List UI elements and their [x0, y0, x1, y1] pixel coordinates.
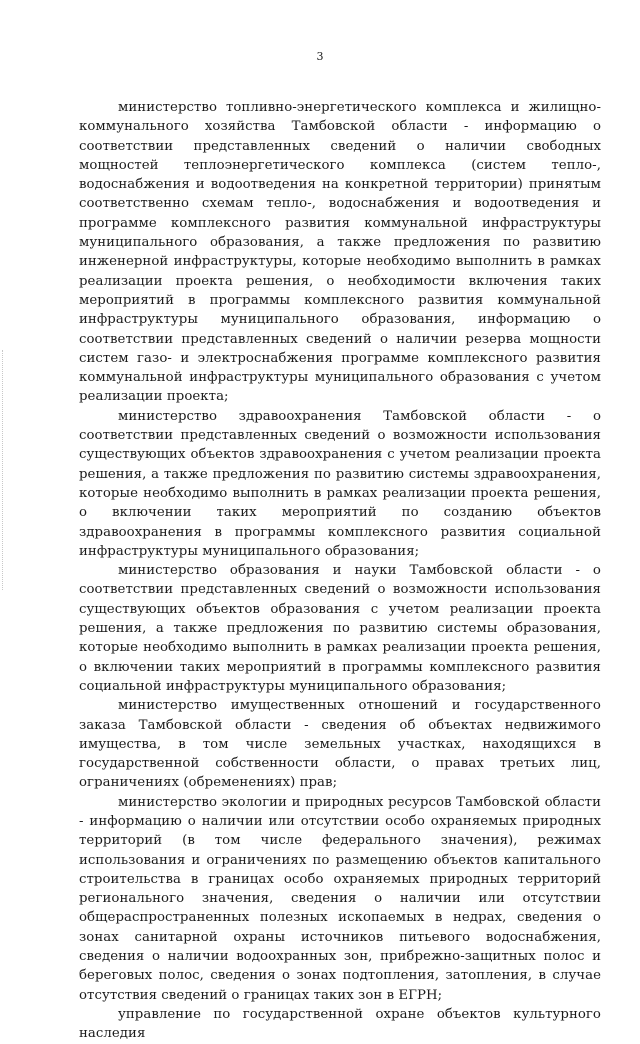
page-number: 3	[316, 50, 324, 63]
document-body	[79, 98, 601, 1044]
paragraph-ecology-ministry: министерство экологии и природных ресурсов Тамбовской области - информацию о наличии или отсутствии особо охраняемых природных территорий (в том числе федерального значения), режимах использования и ограничениях по размещению объектов капитального строительства в границах особо охраняемых природных территорий регионального значения, сведения о наличии или отсутствии общераспространенных полезных ископаемых в недрах, сведения о зонах санитарной охраны источников питьевого водоснабжения, сведения о наличии водоохранных зон, прибрежно-защитных полос и береговых полос, сведения о зонах подтопления, затопления, в случае отсутствия сведений о границах таких зон в ЕГРН;	[79, 794, 601, 1003]
scan-margin-mark	[2, 350, 5, 590]
paragraph-energy-ministry: министерство топливно-энергетического комплекса и жилищно-коммунального хозяйства Тамбовской области - информацию о соответствии представленных сведений о наличии свободных мощностей теплоэнергетического комплекса (систем тепло-, водоснабжения и водоотведения на конкретной территории) принятым соответственно схемам тепло-, водоснабжения и водоотведения и программе комплексного развития коммунальной инфраструктуры муниципального образования, а также предложения по развитию инженерной инфраструктуры, которые необходимо выполнить в рамках реализации проекта решения, о необходимости включения таких мероприятий в программы комплексного развития коммунальной инфраструктуры муниципального образования, информацию о соответствии представленных сведений о наличии резерва мощности систем газо- и электроснабжения программе комплексного развития коммунальной инфраструктуры муниципального образования с учетом реализации проекта;	[79, 100, 601, 405]
paragraph-health-ministry: министерство здравоохранения Тамбовской области - о соответствии представленных сведений о возможности использования существующих объектов здравоохранения с учетом реализации проекта решения, а также предложения по развитию системы здравоохранения, которые необходимо выполнить в рамках реализации проекта решения, о включении таких мероприятий по созданию объектов здравоохранения в программы комплексного развития социальной инфраструктуры муниципального образования;	[79, 408, 601, 559]
paragraph-education-ministry: министерство образования и науки Тамбовской области - о соответствии представленных сведений о возможности использования существующих объектов образования с учетом реализации проекта решения, а также предложения по развитию системы образования, которые необходимо выполнить в рамках реализации проекта решения, о включении таких мероприятий в программы комплексного развития социальной инфраструктуры муниципального образования;	[79, 563, 601, 694]
paragraph-heritage-department: управление по государственной охране объектов культурного наследия	[79, 1006, 601, 1042]
paragraph-property-ministry: министерство имущественных отношений и государственного заказа Тамбовской области - сведения об объектах недвижимого имущества, в том числе земельных участках, находящихся в государственной собственности области, о правах третьих лиц, ограничениях (обременениях) прав;	[79, 698, 601, 791]
